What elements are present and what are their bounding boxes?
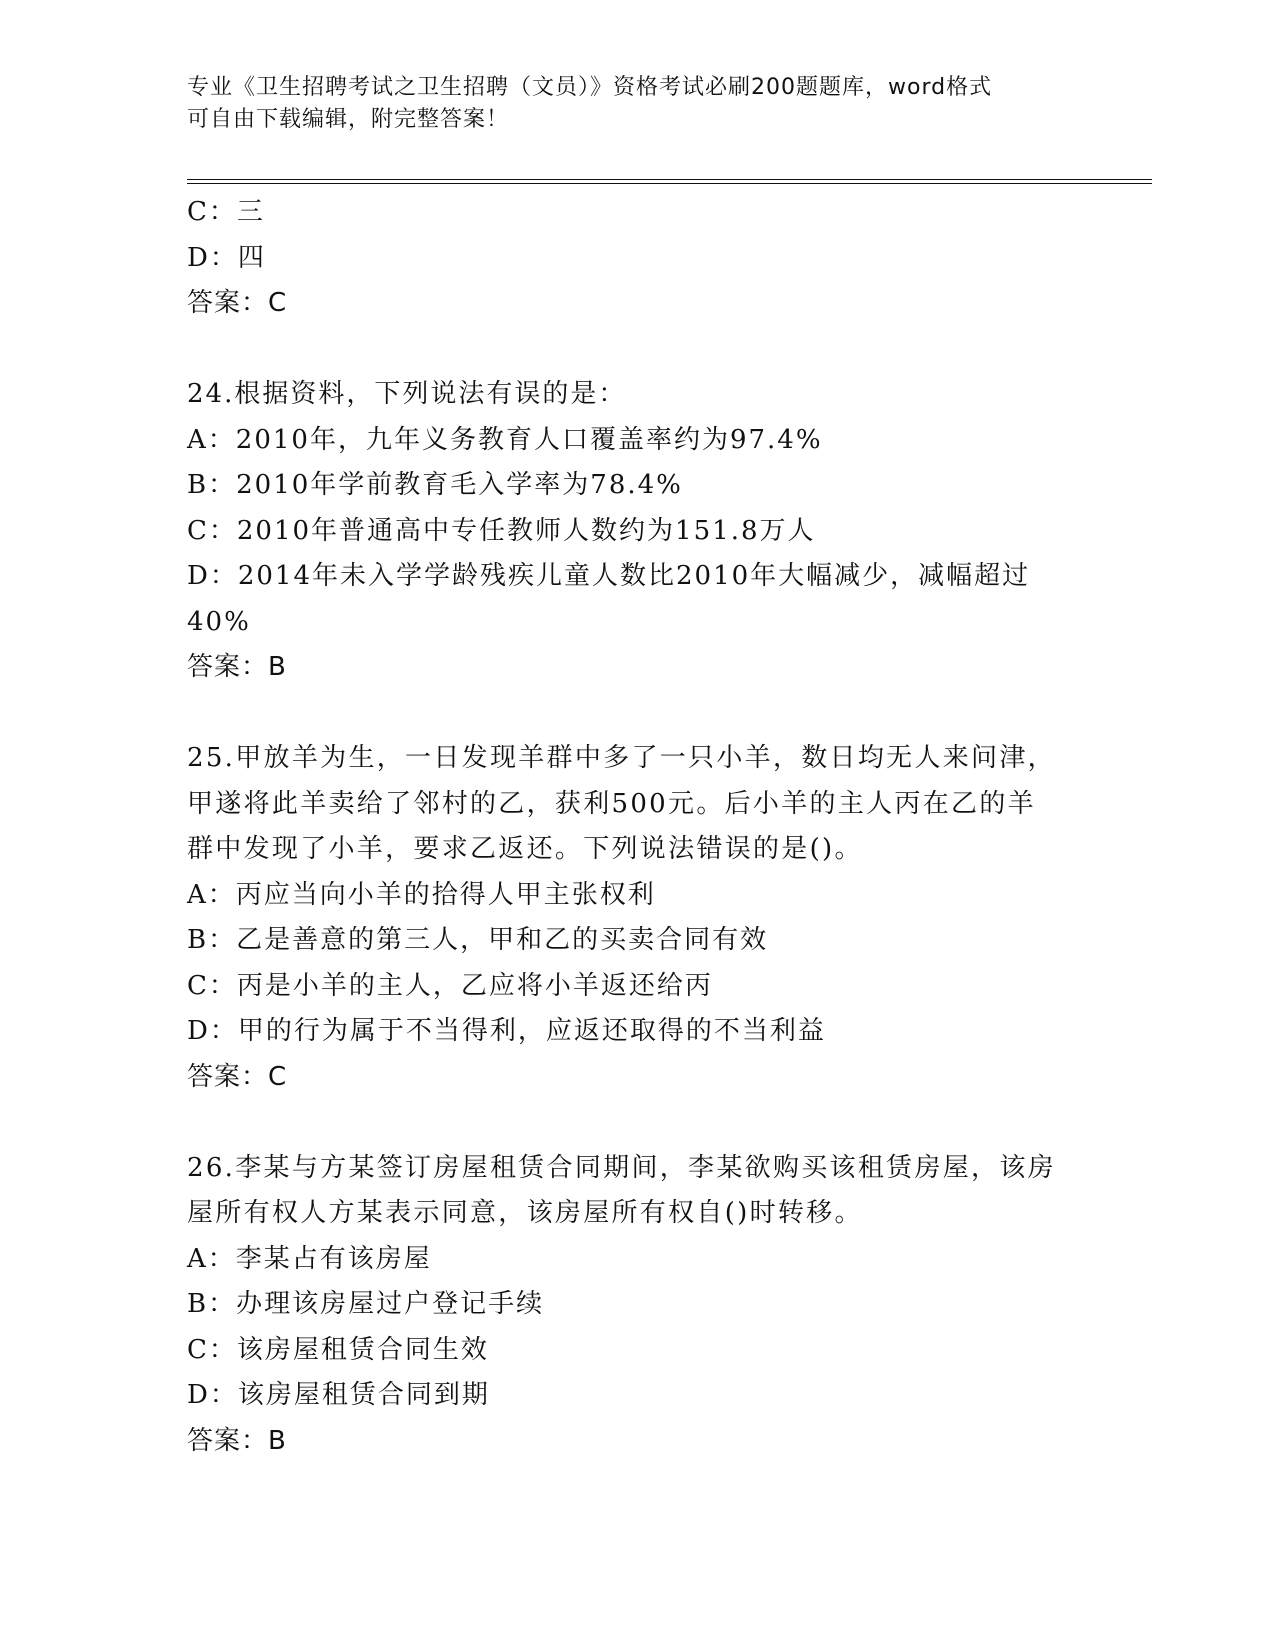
option-d: D：该房屋租赁合同到期	[187, 1380, 490, 1410]
option-c: C：该房屋租赁合同生效	[187, 1334, 489, 1365]
option-d-continuation: 40%	[187, 606, 251, 637]
question-stem-line: 26.李某与方某签订房屋租赁合同期间，李某欲购买该租赁房屋，该房	[187, 1152, 1056, 1183]
question-stem-line: 屋所有权人方某表示同意，该房屋所有权自()时转移。	[187, 1198, 863, 1228]
question-stem: 24.根据资料，下列说法有误的是：	[187, 379, 627, 409]
spacer	[187, 327, 1087, 373]
question-stem-line: 甲遂将此羊卖给了邻村的乙，获利500元。后小羊的主人丙在乙的羊	[187, 788, 1036, 819]
answer-text: 答案：B	[187, 1425, 287, 1456]
header-divider-top	[187, 179, 1152, 180]
option-b: B：乙是善意的第三人，甲和乙的买卖合同有效	[187, 925, 769, 955]
header-divider-bottom	[187, 183, 1152, 184]
option-c: C：丙是小羊的主人，乙应将小羊返还给丙	[187, 970, 713, 1001]
option-a: A：李某占有该房屋	[187, 1243, 432, 1274]
option-d: D：四	[187, 242, 266, 273]
spacer	[187, 691, 1087, 737]
question-25	[187, 736, 1087, 1100]
page-header	[187, 72, 1067, 136]
option-a: A：2010年，九年义务教育人口覆盖率约为97.4%	[187, 424, 823, 455]
option-a: A：丙应当向小羊的拾得人甲主张权利	[187, 879, 656, 910]
option-b: B：办理该房屋过户登记手续	[187, 1289, 545, 1319]
question-26	[187, 1146, 1087, 1465]
question-list	[187, 190, 1087, 1464]
header-title-line-1: 专业《卫生招聘考试之卫生招聘（文员）》资格考试必刷200题题库，word格式	[187, 75, 993, 100]
option-b: B：2010年学前教育毛入学率为78.4%	[187, 470, 683, 500]
spacer	[187, 1100, 1087, 1146]
question-stem-line: 群中发现了小羊，要求乙返还。下列说法错误的是()。	[187, 834, 863, 864]
question-stem-line: 25.甲放羊为生，一日发现羊群中多了一只小羊，数日均无人来问津，	[187, 743, 1056, 773]
answer-text: 答案：C	[187, 288, 288, 318]
question-24	[187, 372, 1087, 691]
option-d: D：甲的行为属于不当得利，应返还取得的不当利益	[187, 1016, 826, 1046]
question-23-tail	[187, 190, 1087, 327]
option-d: D：2014年未入学学龄残疾儿童人数比2010年大幅减少，减幅超过	[187, 561, 1031, 591]
answer-text: 答案：B	[187, 652, 287, 682]
option-c: C：三	[187, 197, 265, 227]
header-title-line-2: 可自由下载编辑，附完整答案！	[187, 107, 510, 132]
option-c: C：2010年普通高中专任教师人数约为151.8万人	[187, 515, 816, 546]
answer-text: 答案：C	[187, 1061, 288, 1092]
